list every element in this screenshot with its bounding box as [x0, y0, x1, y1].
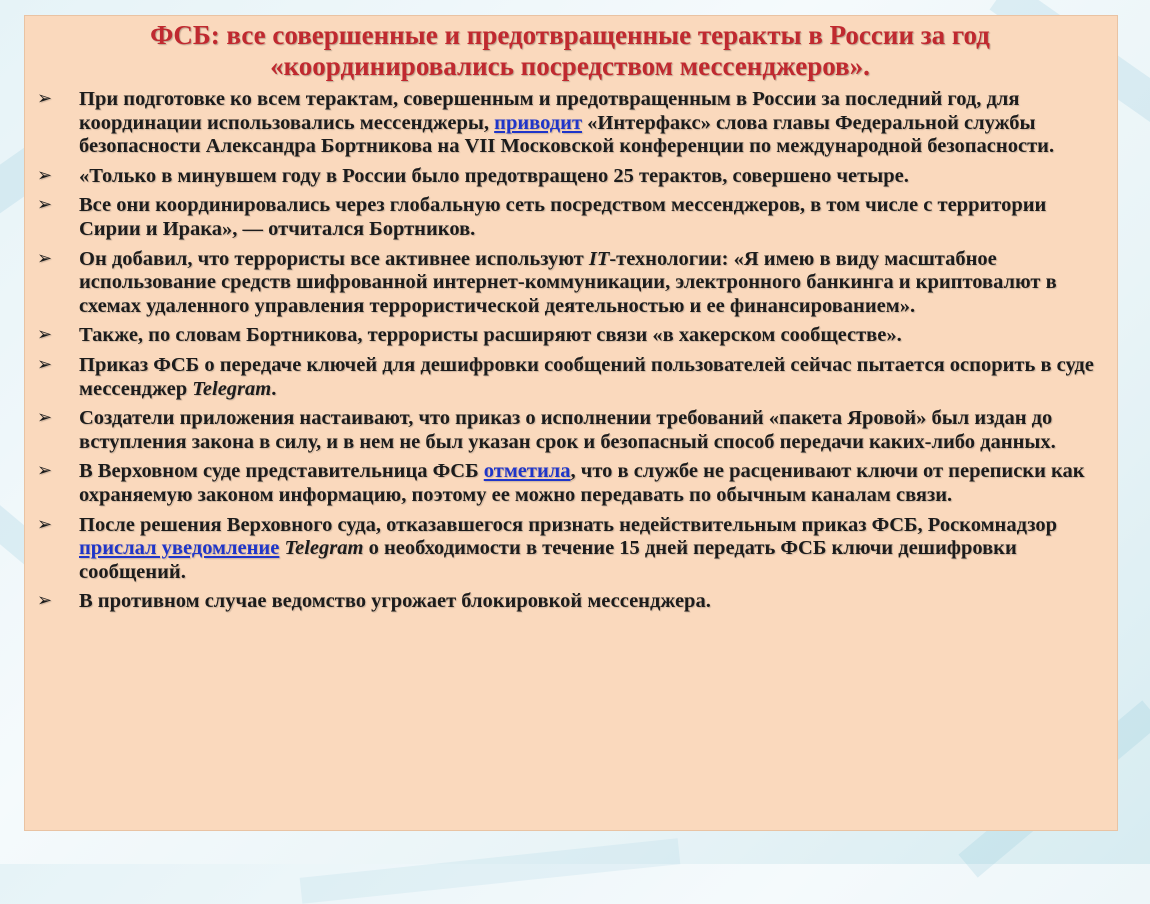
bullet-item: ➢ Он добавил, что террористы все активнее используют IT-технологии: «Я имею в виду масштабное использование средств шифрованной интернет-коммуникации, электронного банкинга и криптовалют в схемах удаленного управления террористической деятельностью и ее финансированием».	[37, 247, 1057, 317]
arrow-bullet-icon: ➢	[37, 513, 53, 535]
bullet-item: ➢ При подготовке ко всем терактам, совершенным и предотвращенным в России за последний год, для координации использовались мессенджеры, приводит «Интерфакс» слова главы Федеральной службы безопасности Александра Бортникова на VII Московской конференции по международной безопасности.	[37, 88, 1055, 158]
link-privodit[interactable]: приводит	[494, 111, 583, 134]
arrow-bullet-icon: ➢	[37, 194, 53, 216]
link-prislal-uvedomlenie[interactable]: прислал уведомление	[79, 537, 280, 560]
arrow-bullet-icon: ➢	[37, 164, 53, 186]
bullet-item: ➢ После решения Верховного суда, отказавшегося признать недействительным приказ ФСБ, Роскомнадзор прислал уведомление Telegram о необходимости в течение 15 дней передать ФСБ ключи дешифровки сообщений.	[37, 513, 1057, 583]
bullet-item: ➢ Все они координировались через глобальную сеть посредством мессенджеров, в том числе с территории Сирии и Ирака», — отчитался Бортников.	[37, 194, 1047, 240]
bullet-list	[37, 88, 1103, 614]
slide-title	[37, 20, 1103, 82]
slide-title-line2: «координировались посредством мессенджеров».	[270, 51, 870, 81]
slide-title-line1: ФСБ: все совершенные и предотвращенные теракты в России за год	[150, 20, 990, 50]
arrow-bullet-icon: ➢	[37, 353, 53, 375]
arrow-bullet-icon: ➢	[37, 247, 53, 269]
bullet-item: ➢ «Только в минувшем году в России было предотвращено 25 терактов, совершено четыре.	[37, 164, 909, 187]
bullet-item: ➢ В противном случае ведомство угрожает блокировкой мессенджера.	[37, 590, 711, 613]
background-stripe	[300, 838, 681, 904]
arrow-bullet-icon: ➢	[37, 460, 53, 482]
bullet-item: ➢ В Верховном суде представительница ФСБ отметила, что в службе не расценивают ключи от переписки как охраняемую законом информацию, поэтому ее можно передавать по обычным каналам связи.	[37, 460, 1085, 506]
arrow-bullet-icon: ➢	[37, 324, 53, 346]
arrow-bullet-icon: ➢	[37, 407, 53, 429]
bullet-item: ➢ Также, по словам Бортникова, террористы расширяют связи «в хакерском сообществе».	[37, 324, 902, 347]
arrow-bullet-icon: ➢	[37, 88, 53, 109]
bullet-item: ➢ Создатели приложения настаивают, что приказ о исполнении требований «пакета Яровой» был издан до вступления закона в силу, и в нем не был указан срок и безопасный способ передачи каких-либо данных.	[37, 407, 1056, 453]
arrow-bullet-icon: ➢	[37, 590, 53, 612]
bullet-item: ➢ Приказ ФСБ о передаче ключей для дешифровки сообщений пользователей сейчас пытается оспорить в суде мессенджер Telegram.	[37, 353, 1094, 400]
link-otmetila[interactable]: отметила	[483, 460, 571, 483]
slide-content-panel	[24, 15, 1118, 831]
